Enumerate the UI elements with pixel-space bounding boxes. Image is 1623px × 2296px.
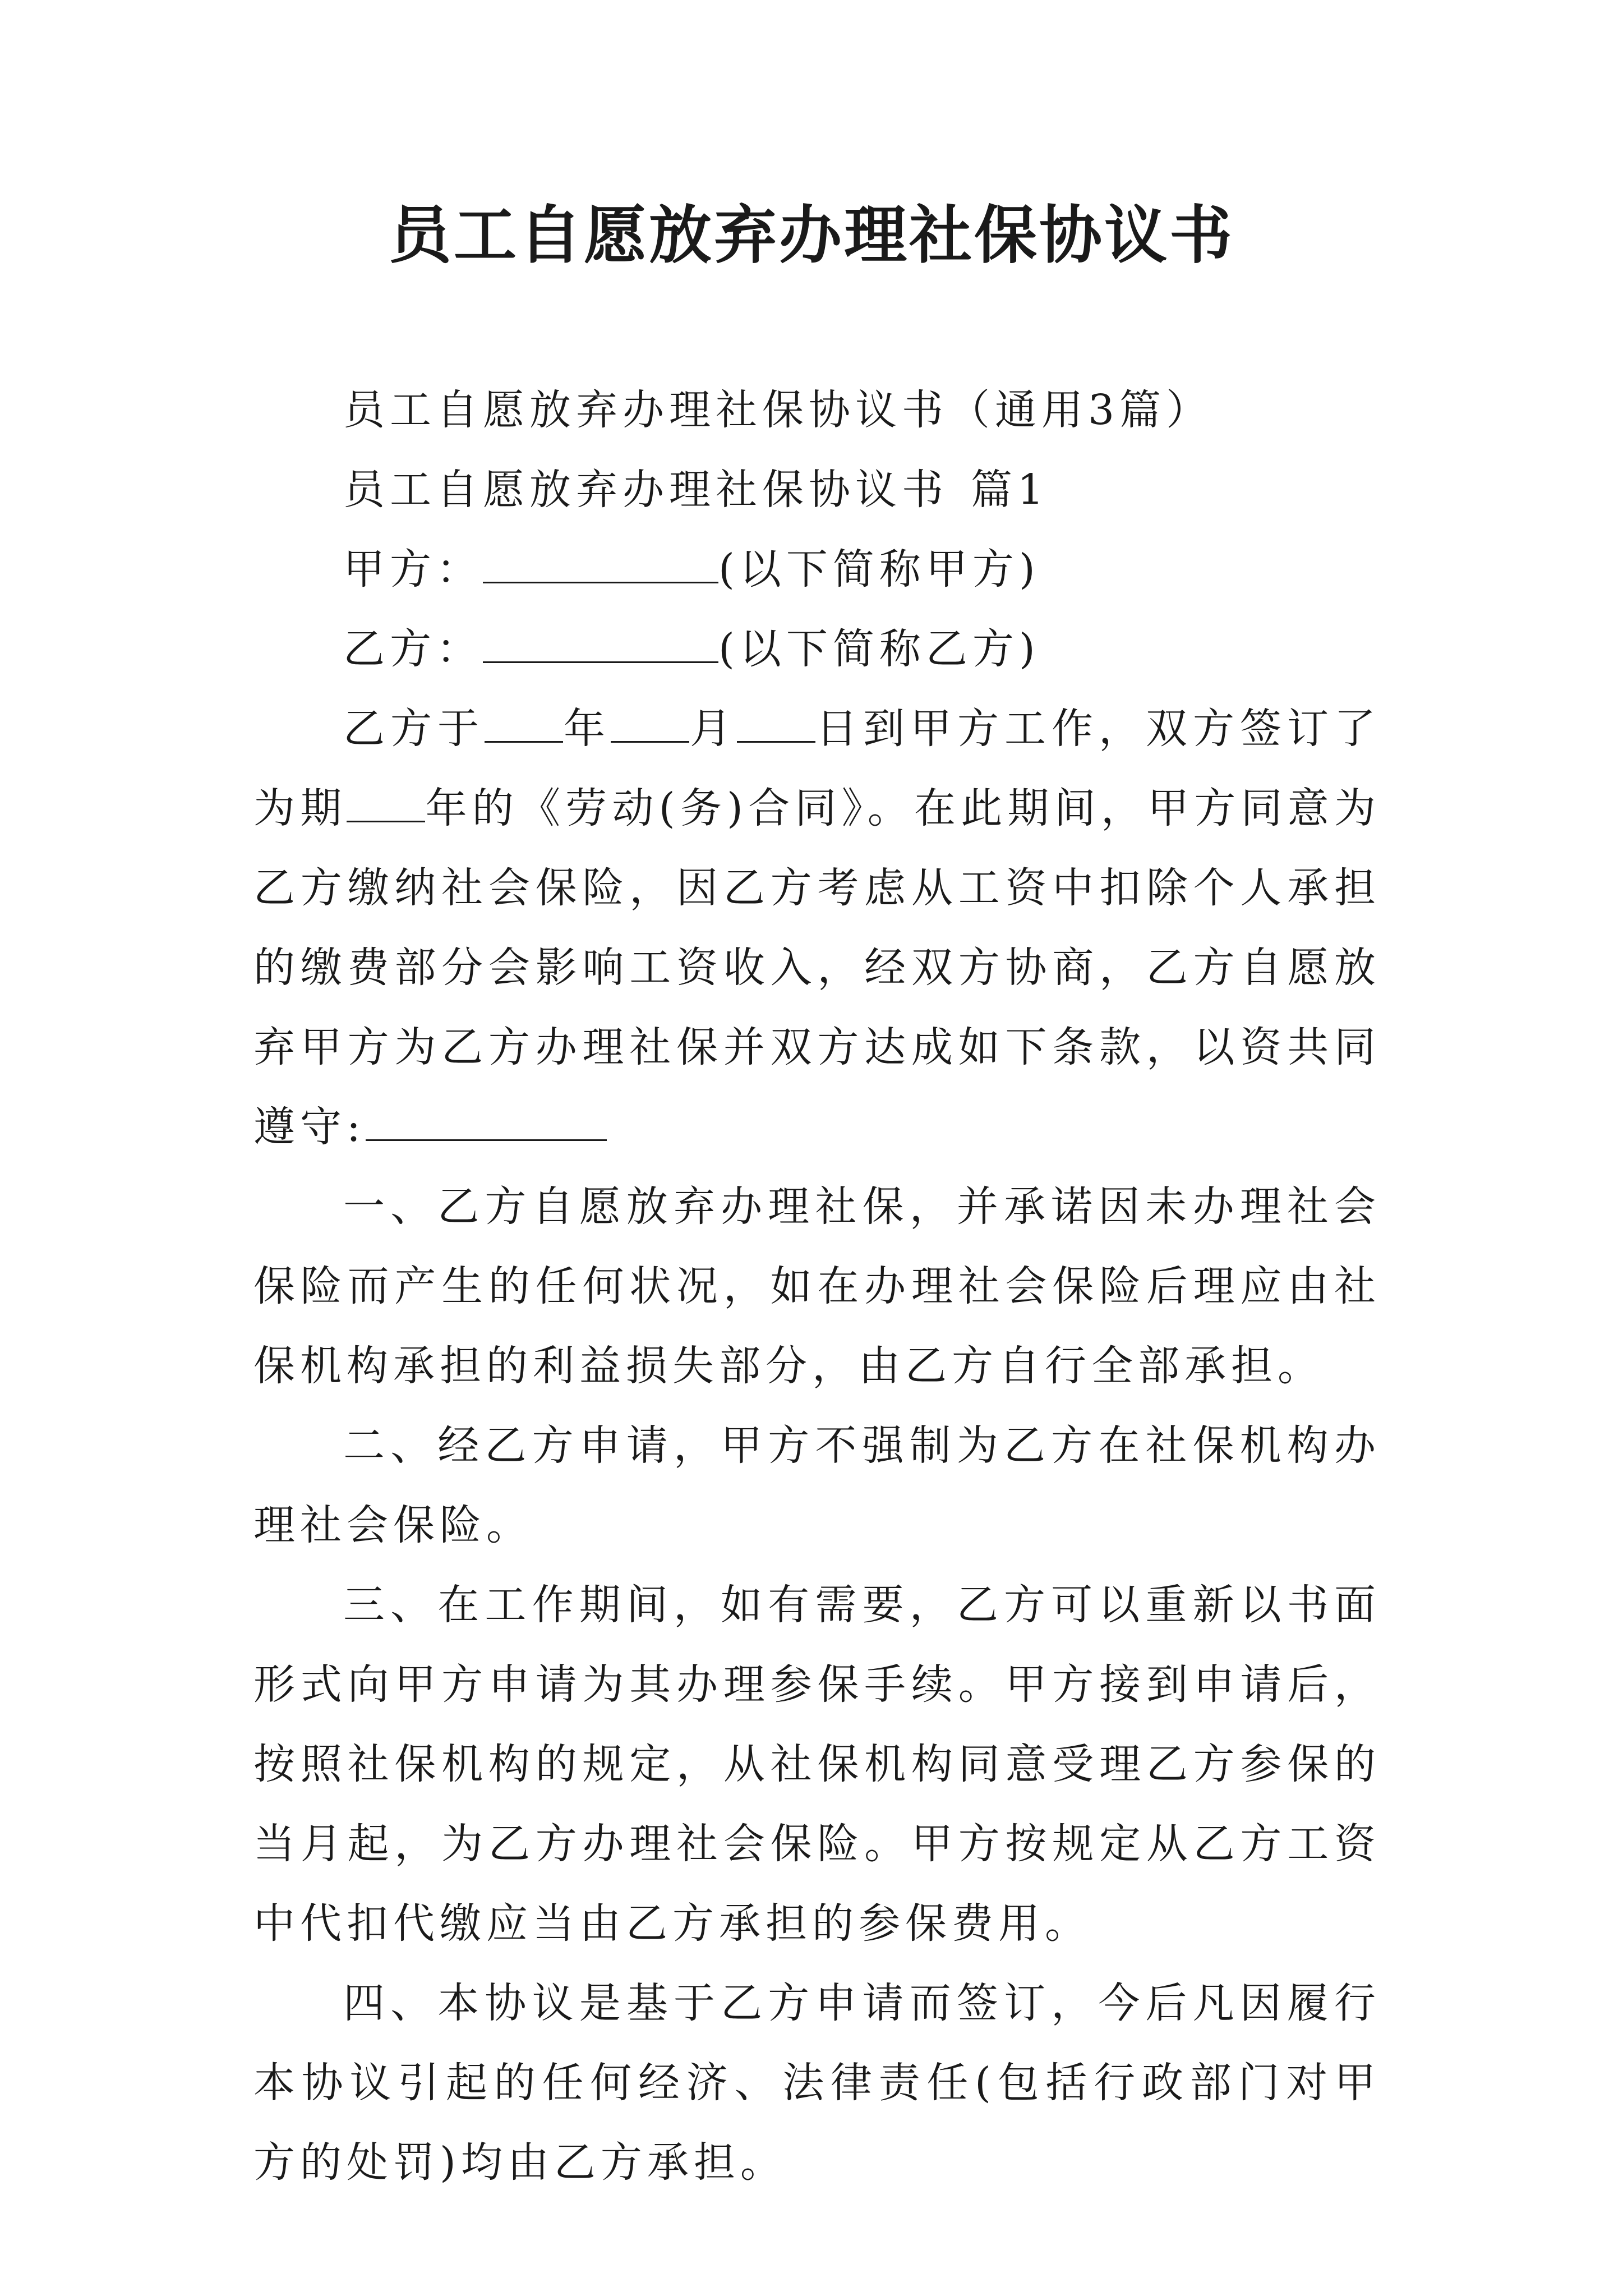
clause-paragraph: 三、在工作期间，如有需要，乙方可以重新以书面形式向甲方申请为其办理参保手续。甲方接到申请后，按照社保机构的规定，从社保机构同意受理乙方参保的当月起，为乙方办理社会保险。甲方按规定从乙方工资中代扣代缴应当由乙方承担的参保费用。 [253,1581,1381,1948]
intro-paragraph [253,689,1381,1167]
intro-text-5: 年的《劳动(务)合同》。在此期间，甲方同意为乙方缴纳社会保险，因乙方考虑从工资中扣除个人承担的缴费部分会影响工资收入，经双方协商，乙方自愿放弃甲方为乙方办理社保并双方达成如下条款，以资共同遵守: [253,784,1381,1151]
document-subtitle: 员工自愿放弃办理社保协议书（通用3篇） [343,386,1213,434]
section-heading: 员工自愿放弃办理社保协议书 [343,466,948,514]
party-a-suffix: (以下简称甲方) [718,545,1040,593]
clause-paragraph: 二、经乙方申请，甲方不强制为乙方在社保机构办理社会保险。 [253,1421,1381,1549]
party-b-blank [483,621,718,663]
party-a-blank [483,541,718,583]
clause-paragraph: 四、本协议是基于乙方申请而签订，今后凡因履行本协议引起的任何经济、法律责任(包括行政部门对甲方的处罚)均由乙方承担。 [253,1979,1381,2187]
trailing-blank [366,1099,607,1141]
clause-paragraph: 一、乙方自愿放弃办理社保，并承诺因未办理社会保险而产生的任何状况，如在办理社会保险后理应由社保机构承担的利益损失部分，由乙方自行全部承担。 [253,1182,1381,1390]
party-b-label: 乙方： [343,625,483,673]
start-year-blank [485,701,563,743]
intro-text-2: 年 [563,705,611,753]
start-day-blank [737,701,815,743]
section-heading-line [253,450,1381,530]
document-body [253,370,1381,2202]
party-a-line [253,530,1381,609]
party-a-label: 甲方： [343,545,483,593]
start-month-blank [611,701,689,743]
party-b-suffix: (以下简称乙方) [718,625,1040,673]
section-number: 篇1 [971,466,1049,514]
intro-text-3: 月 [689,705,737,753]
intro-text-4: 日到甲方工作，双方签订了为期 [253,705,1381,832]
party-b-line [253,609,1381,689]
document-title: 员工自愿放弃办理社保协议书 [389,199,1234,272]
term-years-blank [347,780,425,822]
intro-text-1: 乙方于 [343,705,485,753]
